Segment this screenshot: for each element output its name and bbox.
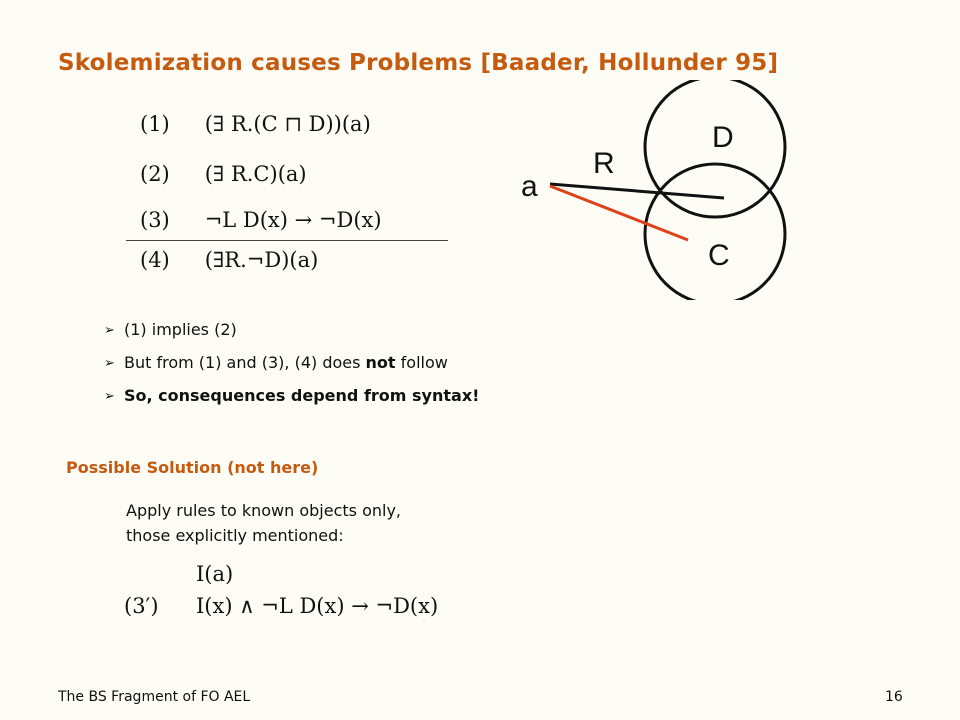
bullet-list [104,316,479,415]
formula-expression: ¬L D(x) → ¬D(x) [204,208,382,232]
footer-title: The BS Fragment of FO AEL [58,689,251,705]
formula-row-2 [140,162,307,186]
formula-row-4 [140,248,318,272]
formula-revised-number: (3′) [124,594,159,618]
slide-title: Skolemization causes Problems [Baader, Hollunder 95] [58,50,779,76]
formula-expression: (∃ R.C)(a) [204,162,307,186]
arrow-bullet-icon: ➢ [104,356,115,371]
formula-row-3 [140,208,382,232]
label-c: C [708,239,730,272]
arrow-bullet-icon: ➢ [104,323,115,338]
bullet-text: So, consequences depend from syntax! [124,386,480,405]
venn-diagram [500,80,800,300]
bullet-text-suffix: follow [395,353,448,372]
subheading: Possible Solution (not here) [66,458,319,477]
formula-revised-line-1: I(a) [196,562,234,586]
note-line-1: Apply rules to known objects only, [126,501,401,520]
bullet-item-1 [104,316,479,349]
arrow-bullet-icon: ➢ [104,389,115,404]
inference-rule-line [126,240,448,241]
page-number: 16 [885,689,903,705]
formula-expression: (∃R.¬D)(a) [204,248,319,272]
formula-number: (3) [140,208,170,232]
formula-row-1 [140,112,371,136]
bullet-text-emphasis: not [365,353,396,372]
formula-expression: (∃ R.(C ⊓ D))(a) [204,112,371,136]
bullet-item-2 [104,349,479,382]
label-r: R [593,147,615,180]
formula-revised-line-2: I(x) ∧ ¬L D(x) → ¬D(x) [196,594,439,618]
formula-number: (2) [140,162,170,186]
bullet-text-prefix: But from (1) and (3), (4) does [124,353,366,372]
formula-number: (4) [140,248,170,272]
bullet-text: (1) implies (2) [124,320,237,339]
label-d: D [712,121,734,154]
label-a: a [521,170,538,203]
solution-note [126,498,546,548]
formula-number: (1) [140,112,170,136]
bullet-item-3 [104,382,479,415]
note-line-2: those explicitly mentioned: [126,526,344,545]
